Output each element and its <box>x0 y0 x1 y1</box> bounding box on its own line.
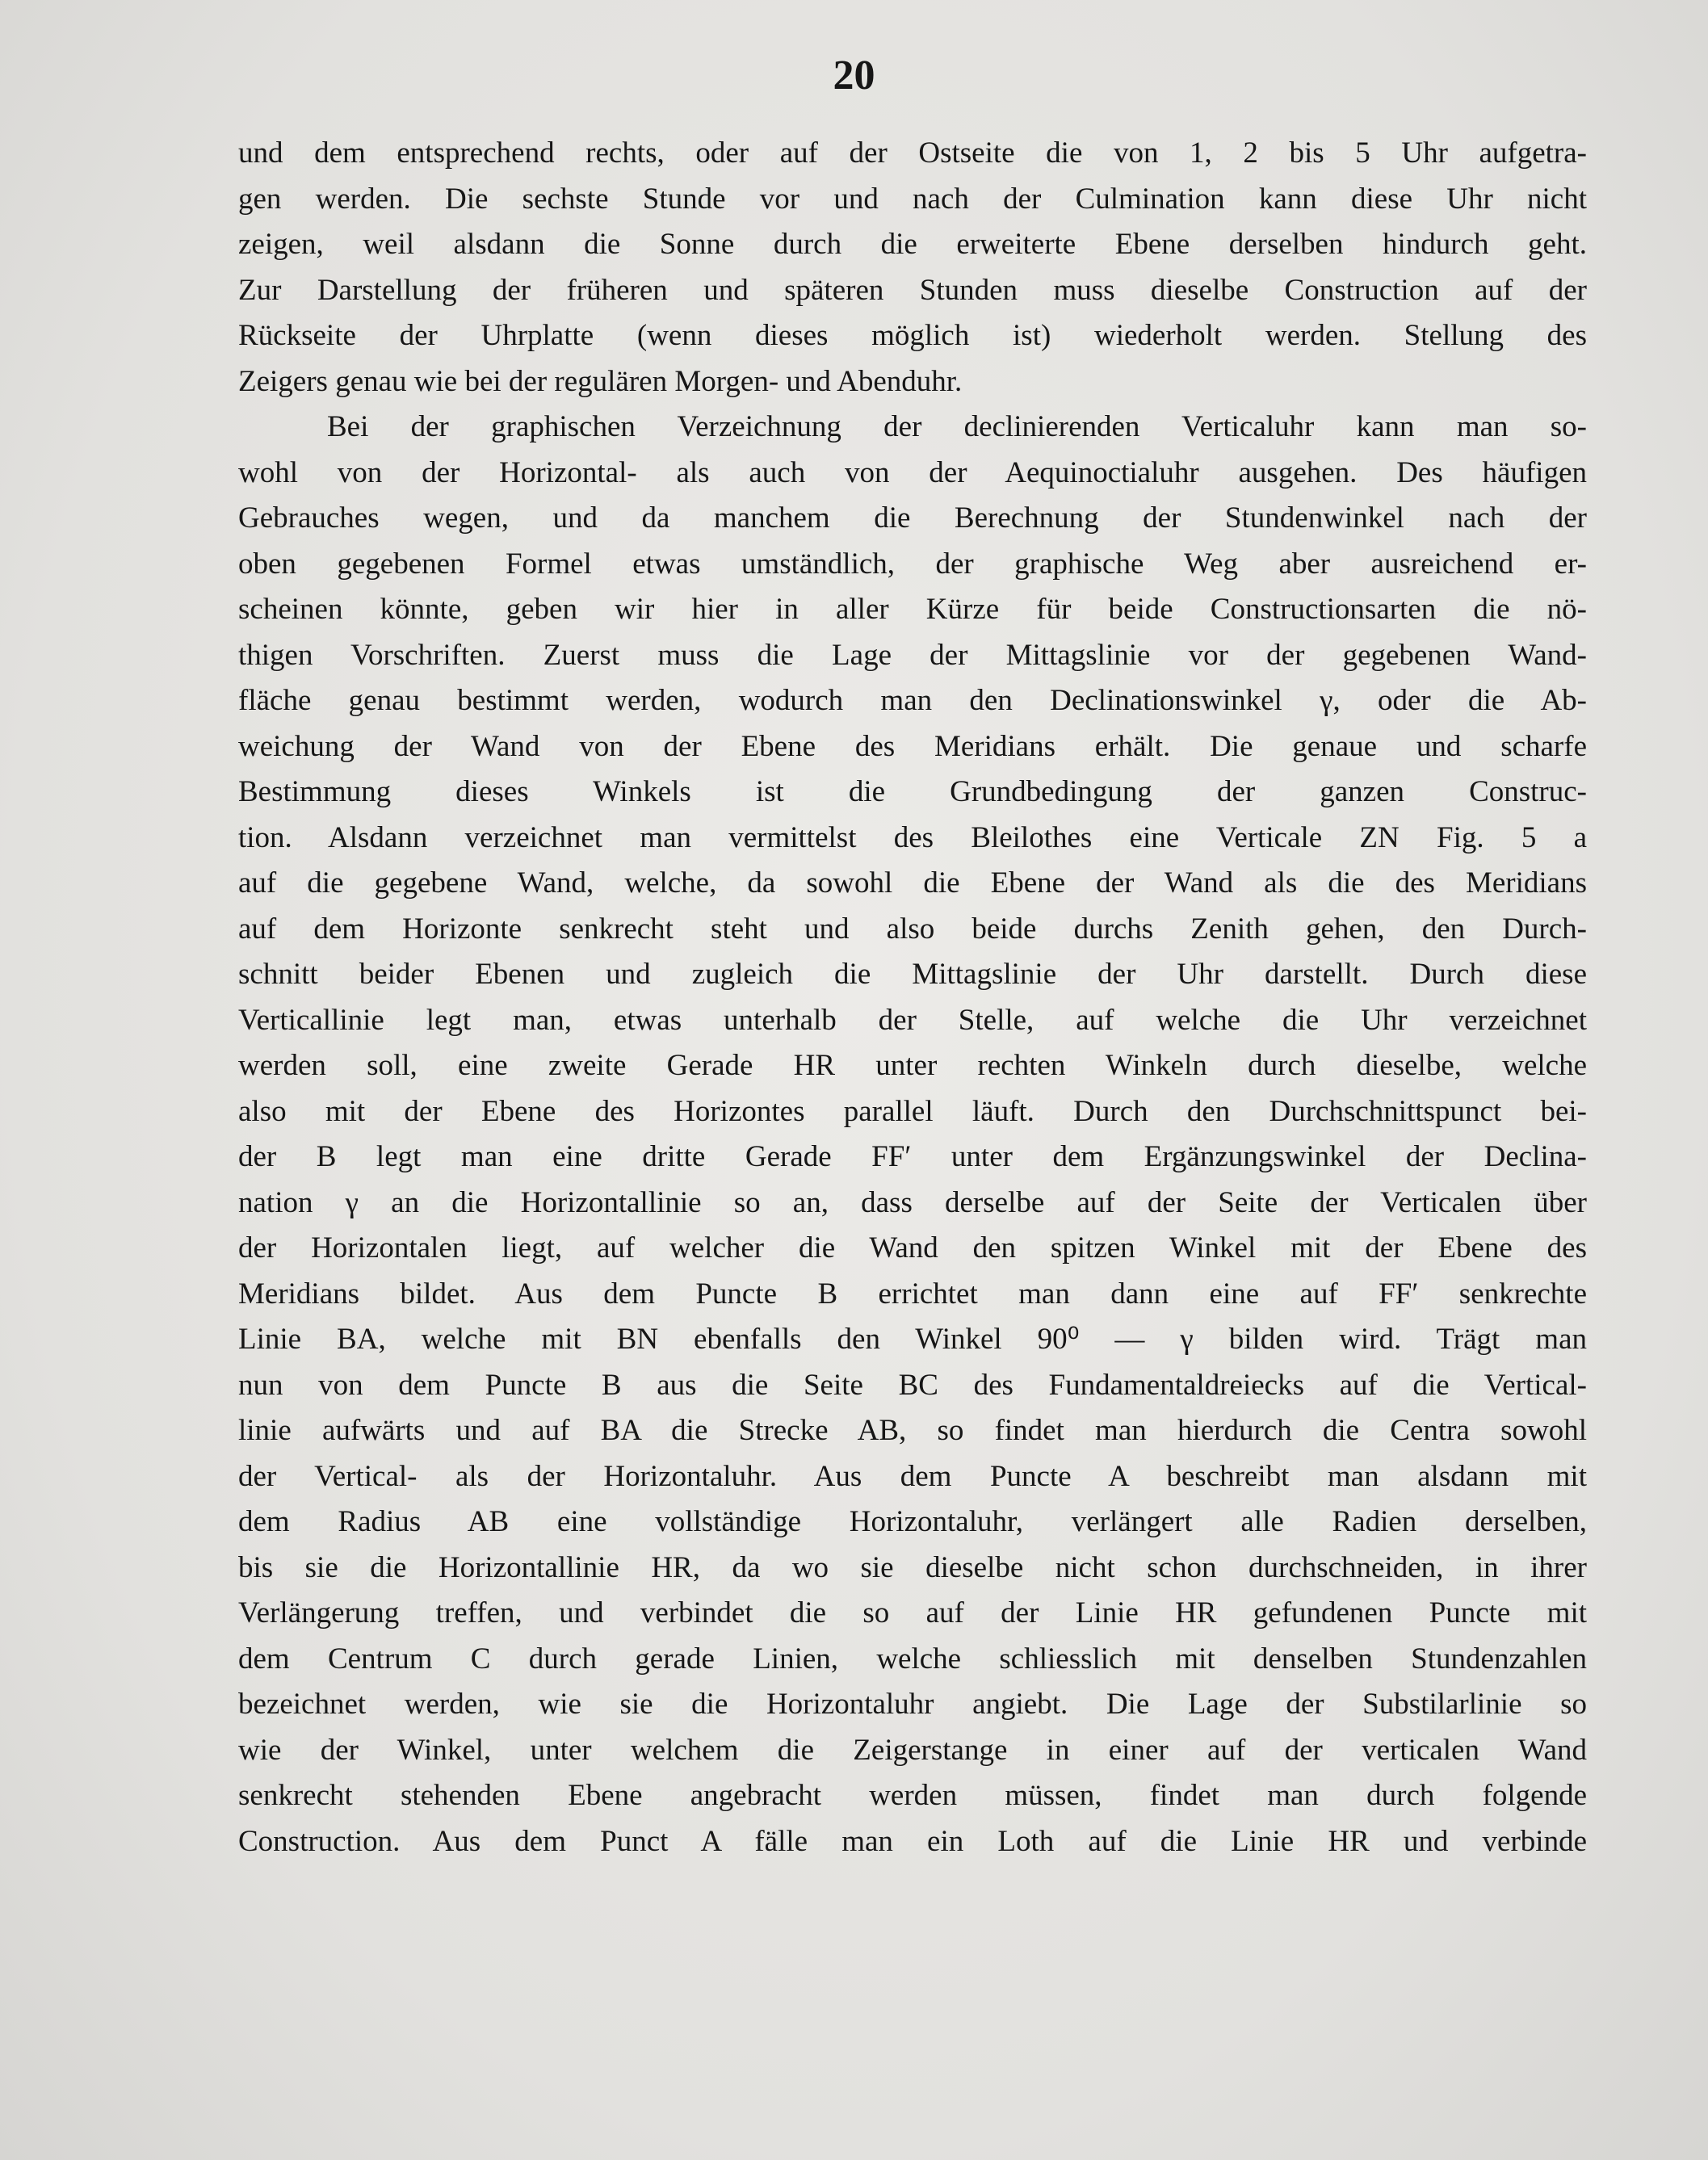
page-number: 20 <box>833 52 875 99</box>
text-line: Zur Darstellung der früheren und späteren Stunden muss dieselbe Construction auf der <box>238 273 1587 307</box>
text-line: fläche genau bestimmt werden, wodurch man den Declinationswinkel γ, oder die Ab- <box>238 684 1587 717</box>
text-line: dem Centrum C durch gerade Linien, welche schliesslich mit denselben Stundenzahlen <box>238 1642 1587 1676</box>
text-line: auf die gegebene Wand, welche, da sowohl die Ebene der Wand als die des Meridians <box>238 866 1587 900</box>
body-text <box>238 131 1587 1864</box>
text-line: der Vertical- als der Horizontaluhr. Aus dem Puncte A beschreibt man alsdann mit <box>238 1459 1587 1493</box>
text-line: auf dem Horizonte senkrecht steht und also beide durchs Zenith gehen, den Durch- <box>238 912 1587 946</box>
text-line: wohl von der Horizontal- als auch von der Aequinoctialuhr ausgehen. Des häufigen <box>238 455 1587 489</box>
text-line: nun von dem Puncte B aus die Seite BC des Fundamentaldreiecks auf die Vertical- <box>238 1368 1587 1402</box>
text-line: Bei der graphischen Verzeichnung der declinierenden Verticaluhr kann man so- <box>327 410 1587 443</box>
text-line: linie aufwärts und auf BA die Strecke AB, so findet man hierdurch die Centra sowohl <box>238 1414 1587 1447</box>
text-line: der Horizontalen liegt, auf welcher die Wand den spitzen Winkel mit der Ebene des <box>238 1231 1587 1265</box>
text-line: nation γ an die Horizontallinie so an, dass derselbe auf der Seite der Verticalen über <box>238 1185 1587 1219</box>
text-line: thigen Vorschriften. Zuerst muss die Lage der Mittagslinie vor der gegebenen Wand- <box>238 638 1587 672</box>
text-line: Rückseite der Uhrplatte (wenn dieses möglich ist) wiederholt werden. Stellung des <box>238 319 1587 352</box>
text-line: dem Radius AB eine vollständige Horizontaluhr, verlängert alle Radien derselben, <box>238 1505 1587 1538</box>
text-line: tion. Alsdann verzeichnet man vermittelst des Bleilothes eine Verticale ZN Fig. 5 a <box>238 820 1587 854</box>
text-line: Linie BA, welche mit BN ebenfalls den Winkel 90⁰ — γ bilden wird. Trägt man <box>238 1323 1587 1356</box>
text-line: senkrecht stehenden Ebene angebracht werden müssen, findet man durch folgende <box>238 1779 1587 1812</box>
text-line: der B legt man eine dritte Gerade FF′ unter dem Ergänzungswinkel der Declina- <box>238 1140 1587 1173</box>
text-line: zeigen, weil alsdann die Sonne durch die erweiterte Ebene derselben hindurch geht. <box>238 228 1587 261</box>
text-line: weichung der Wand von der Ebene des Meridians erhält. Die genaue und scharfe <box>238 729 1587 763</box>
text-line: Verlängerung treffen, und verbindet die so auf der Linie HR gefundenen Puncte mit <box>238 1596 1587 1629</box>
text-line: bis sie die Horizontallinie HR, da wo sie dieselbe nicht schon durchschneiden, in ihrer <box>238 1550 1587 1584</box>
text-line: Verticallinie legt man, etwas unterhalb der Stelle, auf welche die Uhr verzeichnet <box>238 1003 1587 1037</box>
text-line: werden soll, eine zweite Gerade HR unter rechten Winkeln durch dieselbe, welche <box>238 1049 1587 1082</box>
text-line: scheinen könnte, geben wir hier in aller Kürze für beide Constructionsarten die nö- <box>238 593 1587 626</box>
text-line: oben gegebenen Formel etwas umständlich, der graphische Weg aber ausreichend er- <box>238 547 1587 581</box>
text-line: Bestimmung dieses Winkels ist die Grundbedingung der ganzen Construc- <box>238 775 1587 808</box>
text-line: bezeichnet werden, wie sie die Horizontaluhr angiebt. Die Lage der Substilarlinie so <box>238 1688 1587 1721</box>
text-line: Gebrauches wegen, und da manchem die Berechnung der Stundenwinkel nach der <box>238 501 1587 535</box>
text-line: Zeigers genau wie bei der regulären Morgen- und Abenduhr. <box>238 364 963 398</box>
text-line: Construction. Aus dem Punct A fälle man ein Loth auf die Linie HR und verbinde <box>238 1824 1587 1858</box>
text-line: also mit der Ebene des Horizontes parallel läuft. Durch den Durchschnittspunct bei- <box>238 1094 1587 1128</box>
text-line: wie der Winkel, unter welchem die Zeigerstange in einer auf der verticalen Wand <box>238 1733 1587 1767</box>
text-line: Meridians bildet. Aus dem Puncte B errichtet man dann eine auf FF′ senkrechte <box>238 1277 1587 1311</box>
text-line: schnitt beider Ebenen und zugleich die Mittagslinie der Uhr darstellt. Durch diese <box>238 958 1587 991</box>
text-line: gen werden. Die sechste Stunde vor und nach der Culmination kann diese Uhr nicht <box>238 182 1587 216</box>
text-line: und dem entsprechend rechts, oder auf der Ostseite die von 1, 2 bis 5 Uhr aufgetra- <box>238 136 1587 170</box>
